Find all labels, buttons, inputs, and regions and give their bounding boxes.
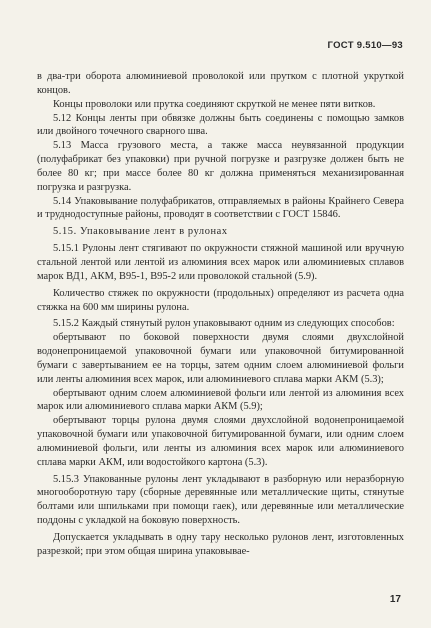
paragraph: Допускается укладывать в одну тару несколько рулонов лент, изготовленных разрезкой; при этом общая ширина упаковывае-: [37, 532, 404, 557]
paragraph: в два-три оборота алюминиевой проволокой или прутком с плотной укруткой концов.: [37, 71, 404, 96]
paragraph: 5.13 Масса грузового места, а также масса неувязанной продукции (полуфабрикат без упаковки) при ручной погрузке и разгрузке должен быть не более 80 кг; при массе более 80 кг должна применяться механизированная погрузка и разгрузка.: [37, 140, 404, 193]
standard-header: ГОСТ 9.510—93: [327, 40, 403, 51]
list-item: обертывают по боковой поверхности двумя слоями двухслойной водонепроницаемой упаковочной бумаги или упаковочной битумированной бумаги с завертыванием ее на торцы, затем одним слоем алюминиевой фольги или ленты алюминия всех марок, или алюминиевого сплава марки АКМ (5.3);: [37, 332, 404, 385]
section-heading: 5.15. Упаковывание лент в рулонах: [53, 226, 228, 238]
paragraph: Концы проволоки или прутка соединяют скруткой не менее пяти витков.: [53, 98, 376, 110]
paragraph: 5.15.2 Каждый стянутый рулон упаковывают одним из следующих способов:: [53, 318, 395, 330]
body-text: [37, 70, 404, 559]
paragraph: Количество стяжек по окружности (продольных) определяют из расчета одна стяжка на 600 мм ширины рулона.: [37, 287, 404, 313]
list-item: обертывают торцы рулона двумя слоями двухслойной водонепроницаемой упаковочной бумаги или упаковочной битумированной бумаги, или одним слоем алюминиевой фольги, или ленты из алюминия всех марок или алюминиевого сплава марки АКМ, или водостойкого картона (5.3).: [37, 415, 404, 468]
paragraph: 5.15.3 Упакованные рулоны лент укладывают в разборную или неразборную многооборотную тару (сборные деревянные или металлические щиты, стянутые болтами или шпильками при помощи гаек), или деревянные или металлические поддоны с укладкой на боковую поверхность.: [37, 473, 404, 527]
paragraph: 5.14 Упаковывание полуфабрикатов, отправляемых в районы Крайнего Севера и труднодоступные районы, проводят в соответствии с ГОСТ 15846.: [37, 195, 404, 221]
list-item: обертывают одним слоем алюминиевой фольги или лентой из алюминия всех марок или алюминиевого сплава марки АКМ (5.9);: [37, 387, 404, 413]
paragraph: 5.15.1 Рулоны лент стягивают по окружности стяжной машиной или вручную стальной лентой или лентой из алюминия всех марок или алюминиевых сплавов марок ВД1, АКМ, В95-1, В95-2 или проволокой стальной (5.9).: [37, 243, 404, 282]
paragraph: 5.12 Концы ленты при обвязке должны быть соединены с помощью замков или двойного точечного сварного шва.: [37, 112, 404, 138]
page-number: 17: [389, 594, 401, 605]
